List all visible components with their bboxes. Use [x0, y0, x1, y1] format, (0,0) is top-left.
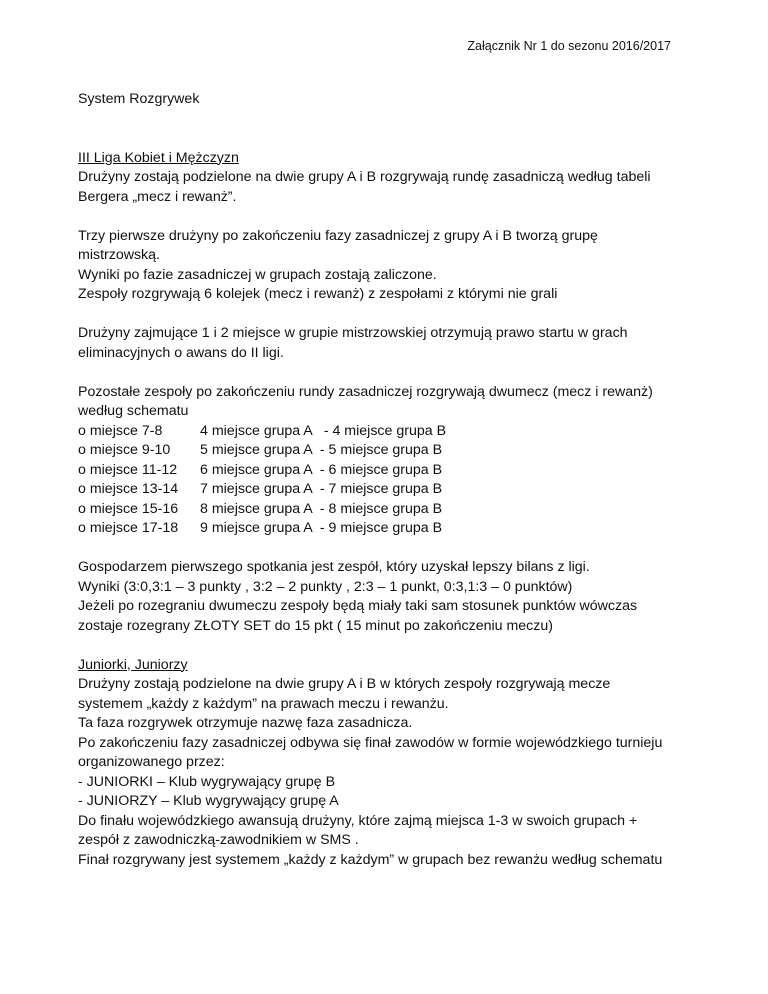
paragraph-line: - JUNIORKI – Klub wygrywający grupę B — [78, 773, 336, 790]
paragraph-line: mistrzowską. — [78, 247, 160, 263]
schedule-row — [78, 441, 446, 461]
schedule-match: 9 miejsce grupa A - 9 miejsce grupa B — [200, 520, 443, 536]
paragraph-line: Trzy pierwsze drużyny po zakończeniu fazy zasadniczej z grupy A i B tworzą grupę — [78, 227, 598, 244]
paragraph-line: według schematu — [78, 403, 189, 419]
paragraph-line: Drużyny zostają podzielone na dwie grupy A i B w których zespoły rozgrywają mecze — [78, 676, 611, 692]
schedule-match: 8 miejsce grupa A - 8 miejsce grupa B — [200, 500, 443, 517]
paragraph-line: Do finału wojewódzkiego awansują drużyny, które zajmą miejsca 1-3 w swoich grupach + — [78, 812, 638, 829]
paragraph-line: Finał rozgrywany jest systemem „każdy z każdym” w grupach bez rewanżu według schematu — [78, 851, 663, 868]
paragraph-line: Po zakończeniu fazy zasadniczej odbywa się finał zawodów w formie wojewódzkiego turnieju — [78, 734, 663, 751]
schedule-match: 7 miejsce grupa A - 7 miejsce grupa B — [200, 481, 443, 497]
paragraph-line: Drużyny zostają podzielone na dwie grupy A i B rozgrywają rundę zasadniczą według tabeli — [78, 169, 651, 185]
schedule-row — [78, 519, 446, 539]
section-heading-juniors: Juniorki, Juniorzy — [78, 656, 188, 673]
schedule-place: o miejsce 13-14 — [78, 481, 179, 497]
schedule-place: o miejsce 11-12 — [78, 461, 178, 478]
paragraph-line: Wyniki (3:0,3:1 – 3 punkty , 3:2 – 2 punkty , 2:3 – 1 punkt, 0:3,1:3 – 0 punktów) — [78, 578, 573, 595]
paragraph-line: Ta faza rozgrywek otrzymuje nazwę faza zasadnicza. — [78, 715, 413, 731]
document-title: System Rozgrywek — [78, 91, 200, 107]
paragraph-line: - JUNIORZY – Klub wygrywający grupę A — [78, 793, 339, 809]
section-heading-liga: III Liga Kobiet i Mężczyzn — [78, 149, 239, 166]
schedule-row — [78, 500, 446, 520]
paragraph-line: Drużyny zajmujące 1 i 2 miejsce w grupie mistrzowskiej otrzymują prawo startu w grach — [78, 325, 628, 341]
paragraph-line: Zespoły rozgrywają 6 kolejek (mecz i rewanż) z zespołami z którymi nie grali — [78, 286, 558, 302]
schedule-row — [78, 480, 446, 500]
schedule-row — [78, 422, 446, 442]
paragraph-line: zostaje rozegrany ZŁOTY SET do 15 pkt ( 15 minut po zakończeniu meczu) — [78, 617, 553, 634]
document-header: Załącznik Nr 1 do sezonu 2016/2017 — [467, 39, 671, 53]
schedule-match: 5 miejsce grupa A - 5 miejsce grupa B — [200, 442, 443, 458]
schedule-table — [78, 422, 446, 539]
paragraph-line: systemem „każdy z każdym” na prawach meczu i rewanżu. — [78, 695, 449, 712]
document-body — [78, 90, 698, 870]
paragraph-line: zespół z zawodniczką-zawodnikiem w SMS . — [78, 832, 359, 848]
schedule-place: o miejsce 9-10 — [78, 442, 171, 458]
paragraph-line: eliminacyjnych o awans do II ligi. — [78, 344, 284, 361]
schedule-match: 6 miejsce grupa A - 6 miejsce grupa B — [200, 461, 443, 478]
schedule-place: o miejsce 7-8 — [78, 422, 163, 439]
schedule-row — [78, 461, 446, 481]
schedule-match: 4 miejsce grupa A - 4 miejsce grupa B — [200, 422, 447, 439]
schedule-place: o miejsce 15-16 — [78, 500, 179, 517]
paragraph-line: organizowanego przez: — [78, 754, 225, 770]
paragraph-line: Jeżeli po rozegraniu dwumeczu zespoły będą miały taki sam stosunek punktów wówczas — [78, 598, 638, 614]
paragraph-line: Pozostałe zespoły po zakończeniu rundy zasadniczej rozgrywają dwumecz (mecz i rewanż) — [78, 383, 653, 400]
paragraph-line: Bergera „mecz i rewanż”. — [78, 188, 237, 205]
paragraph-line: Wyniki po fazie zasadniczej w grupach zostają zaliczone. — [78, 266, 437, 283]
schedule-place: o miejsce 17-18 — [78, 520, 179, 536]
paragraph-line: Gospodarzem pierwszego spotkania jest zespół, który uzyskał lepszy bilans z ligi. — [78, 559, 590, 575]
